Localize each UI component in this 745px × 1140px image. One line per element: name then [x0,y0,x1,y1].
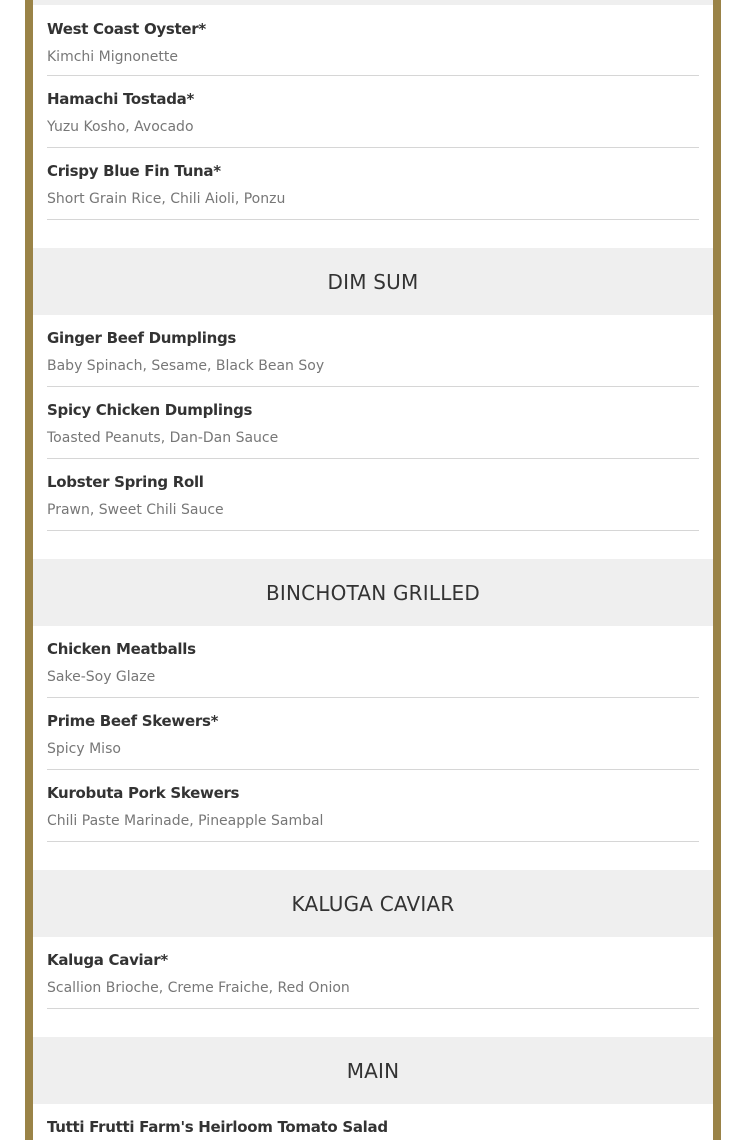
menu-item [47,626,699,698]
menu-item-description: Spicy Miso [47,741,121,757]
menu-item-list [33,937,713,1009]
menu-item-name: Kurobuta Pork Skewers [47,784,240,802]
menu-item [47,770,699,842]
menu-section-dim-sum [33,248,713,559]
menu-item-name: Crispy Blue Fin Tuna* [47,162,221,180]
menu-item-name: Hamachi Tostada* [47,90,195,108]
menu-item-name: Kaluga Caviar* [47,951,168,969]
menu-item-list [33,315,713,531]
menu-item-name: Lobster Spring Roll [47,473,204,491]
menu-item-description: Short Grain Rice, Chili Aioli, Ponzu [47,191,286,207]
menu-item-description: Kimchi Mignonette [47,49,178,65]
menu-item [47,315,699,387]
menu-item-name: Tutti Frutti Farm's Heirloom Tomato Salad [47,1118,388,1136]
menu-item-list [33,5,713,220]
menu-section-raw [33,5,713,248]
menu-item-name: Spicy Chicken Dumplings [47,401,253,419]
menu-item [47,5,699,76]
menu-item [47,1104,699,1140]
section-title: DIM SUM [33,248,713,315]
menu-item [47,148,699,220]
menu-item [47,698,699,770]
menu-item-name: Prime Beef Skewers* [47,712,219,730]
menu-item-description: Baby Spinach, Sesame, Black Bean Soy [47,358,325,374]
menu-item-name: West Coast Oyster* [47,20,206,38]
menu-item-name: Chicken Meatballs [47,640,196,658]
menu-item-description: Scallion Brioche, Creme Fraiche, Red Onion [47,980,350,996]
menu-section-binchotan-grilled [33,559,713,870]
menu-section-kaluga-caviar [33,870,713,1037]
menu-item-list [33,626,713,842]
section-title: BINCHOTAN GRILLED [33,559,713,626]
menu-item [47,387,699,459]
menu-item-description: Prawn, Sweet Chili Sauce [47,502,224,518]
section-title: MAIN [33,1037,713,1104]
menu-section-main [33,1037,713,1140]
menu-item-description: Sake-Soy Glaze [47,669,156,685]
menu-item [47,459,699,531]
menu-panel [33,0,713,1140]
menu-item [47,76,699,148]
menu-item-name: Ginger Beef Dumplings [47,329,237,347]
menu-item-description: Yuzu Kosho, Avocado [47,119,194,135]
menu-item-list [33,1104,713,1140]
menu-item-description: Chili Paste Marinade, Pineapple Sambal [47,813,324,829]
menu-item [47,937,699,1009]
section-title: KALUGA CAVIAR [33,870,713,937]
menu-item-description: Toasted Peanuts, Dan-Dan Sauce [47,430,279,446]
